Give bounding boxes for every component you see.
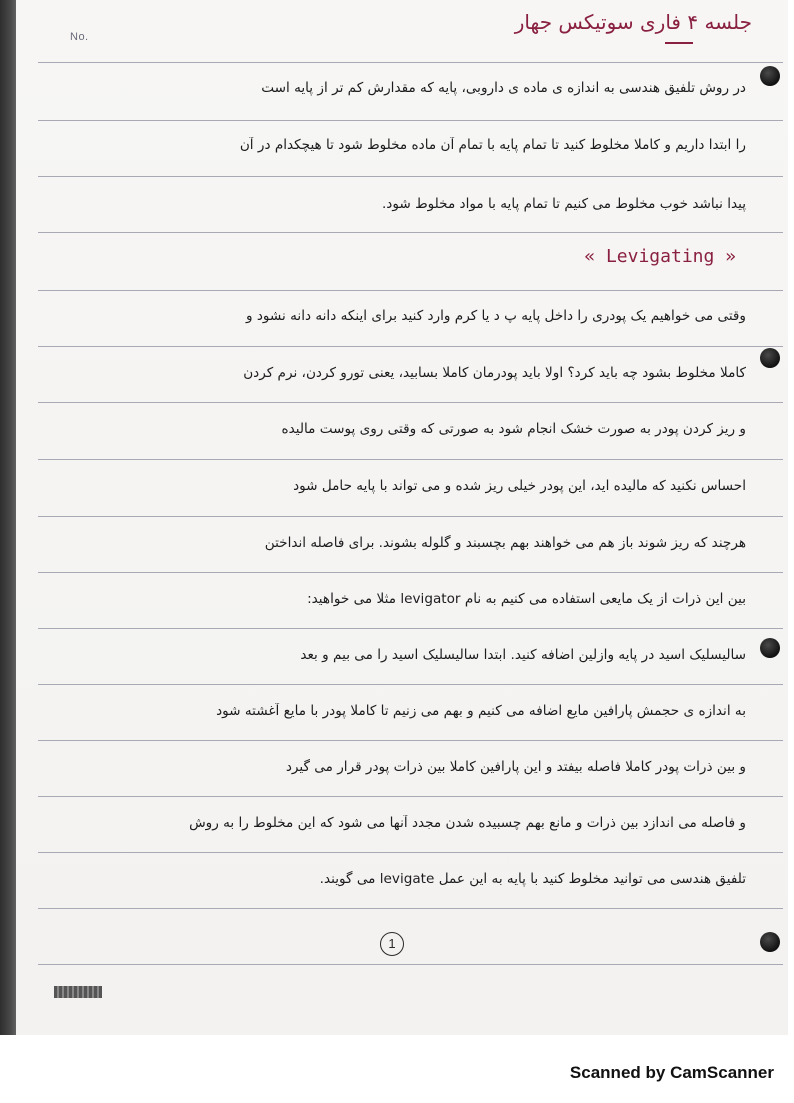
ruled-line <box>38 459 783 460</box>
text-line: پیدا نباشد خوب مخلوط می کنیم تا تمام پایه با مواد مخلوط شود. <box>381 196 746 212</box>
scanner-watermark: Scanned by CamScanner <box>569 1063 774 1082</box>
page-number-circle: 1 <box>380 932 404 956</box>
title-underline <box>665 42 693 44</box>
ruled-line <box>38 796 783 797</box>
ruled-line <box>38 908 783 909</box>
text-line: تلفیق هندسی می توانید مخلوط کنید با پایه به این عمل levigate می گویند. <box>319 871 746 887</box>
text-line: و بین ذرات پودر کاملا فاصله بیفتد و این پارافین کاملا بین ذرات پودر قرار می گیرد <box>285 759 746 775</box>
ruled-line <box>38 684 783 685</box>
text-line: به اندازه ی حجمش پارافین مایع اضافه می کنیم و بهم می زنیم تا کاملا پودر با مایع آغشته شود <box>216 703 746 719</box>
section-subheading: « Levigating » <box>584 246 736 267</box>
ruled-line <box>38 290 783 291</box>
text-line: هرچند که ریز شوند باز هم می خواهند بهم بچسبند و گلوله بشوند. برای فاصله انداختن <box>264 535 746 551</box>
ruled-line <box>38 120 783 121</box>
notebook-brand-mark <box>54 986 102 998</box>
ruled-line <box>38 62 783 63</box>
ruled-line <box>38 628 783 629</box>
ruled-line <box>38 402 783 403</box>
binder-hole <box>760 932 780 952</box>
text-line: و فاصله می اندازد بین ذرات و مانع بهم چسبیده شدن مجدد آنها می شود که این مخلوط را به روش <box>189 815 746 831</box>
text-line: را ابتدا داریم و کاملا مخلوط کنید تا تمام پایه با تمام آن ماده مخلوط شود تا هیچکدام در آن <box>239 137 746 153</box>
binder-hole <box>760 638 780 658</box>
text-line: احساس نکنید که مالیده اید، این پودر خیلی ریز شده و می تواند با پایه حامل شود <box>293 478 746 494</box>
binder-hole <box>760 348 780 368</box>
ruled-line <box>38 740 783 741</box>
ruled-line <box>38 176 783 177</box>
text-line: سالیسلیک اسید در پایه وازلین اضافه کنید. ابتدا سالیسلیک اسید را می بیم و بعد <box>300 647 746 663</box>
page-title: جلسه ۴ فاری سوتیکس جهار <box>514 10 752 34</box>
ruled-line <box>38 852 783 853</box>
text-line: در روش تلفیق هندسی به اندازه ی ماده ی داروبی، پایه که مقدارش کم تر از پایه است <box>261 80 746 96</box>
text-line: بین این ذرات از یک مایعی استفاده می کنیم به نام levigator مثلا می خواهید: <box>307 591 746 607</box>
text-line: کاملا مخلوط بشود چه باید کرد؟ اولا باید پودرمان کاملا بسابید، یعنی تورو کردن، نرم کردن <box>243 365 746 381</box>
ruled-line <box>38 964 783 965</box>
ruled-line <box>38 572 783 573</box>
ruled-line <box>38 516 783 517</box>
text-line: و ریز کردن پودر به صورت خشک انجام شود به صورتی که وقتی روی پوست مالیده <box>281 421 746 437</box>
text-line: وقتی می خواهیم یک پودری را داخل پایه پ د یا کرم وارد کنید برای اینکه دانه دانه نشود و <box>245 308 746 324</box>
ruled-line <box>38 346 783 347</box>
binder-hole <box>760 66 780 86</box>
ruled-line <box>38 232 783 233</box>
page-number-label: No. <box>70 31 89 43</box>
notebook-page <box>16 0 788 1035</box>
